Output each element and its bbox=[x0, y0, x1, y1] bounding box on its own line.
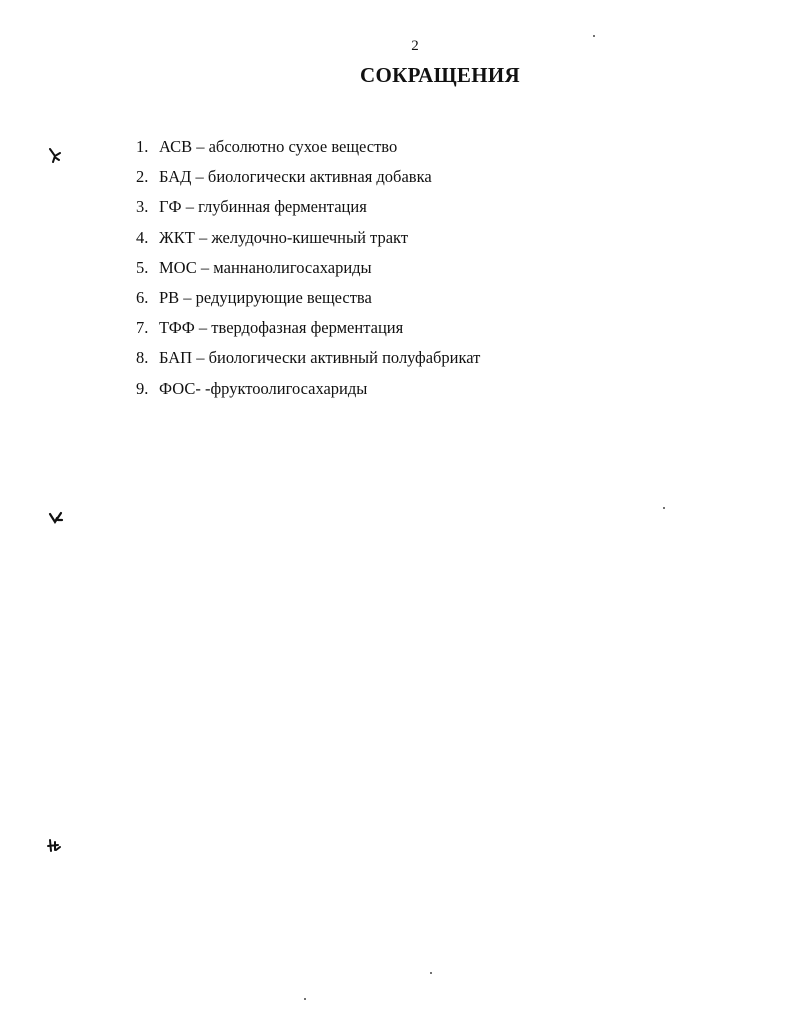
list-item bbox=[136, 343, 480, 373]
scan-speck bbox=[593, 35, 595, 37]
item-number: 2. bbox=[136, 167, 149, 187]
binding-mark bbox=[47, 147, 63, 163]
item-text: ГФ – глубинная ферментация bbox=[159, 197, 367, 217]
page-title: СОКРАЩЕНИЯ bbox=[360, 63, 520, 87]
list-item bbox=[136, 132, 480, 162]
binding-mark bbox=[48, 510, 64, 526]
list-item bbox=[136, 223, 480, 253]
binding-mark bbox=[46, 838, 62, 854]
list-item bbox=[136, 253, 480, 283]
list-item bbox=[136, 192, 480, 222]
item-number: 7. bbox=[136, 318, 149, 338]
item-number: 9. bbox=[136, 378, 149, 398]
abbreviation-list bbox=[136, 132, 480, 404]
item-number: 4. bbox=[136, 227, 149, 247]
item-number: 6. bbox=[136, 287, 149, 307]
list-item bbox=[136, 313, 480, 343]
item-text: БАП – биологически активный полуфабрикат bbox=[159, 348, 481, 368]
item-number: 1. bbox=[136, 137, 149, 156]
item-text: РВ – редуцирующие вещества bbox=[159, 287, 372, 307]
item-text: АСВ – абсолютно сухое вещество bbox=[159, 137, 398, 156]
item-number: 5. bbox=[136, 257, 149, 277]
scan-speck bbox=[663, 507, 665, 509]
page-number: 2 bbox=[411, 38, 419, 54]
item-text: БАД – биологически активная добавка bbox=[159, 167, 432, 187]
item-text: ЖКТ – желудочно-кишечный тракт bbox=[159, 227, 409, 247]
item-text: МОС – маннанолигосахариды bbox=[159, 257, 372, 277]
scan-speck bbox=[304, 998, 306, 1000]
item-text: ФОС- -фруктоолигосахариды bbox=[159, 378, 368, 398]
scan-speck bbox=[430, 972, 432, 974]
list-item bbox=[136, 374, 480, 404]
list-item bbox=[136, 162, 480, 192]
item-text: ТФФ – твердофазная ферментация bbox=[159, 318, 404, 338]
item-number: 3. bbox=[136, 197, 149, 217]
item-number: 8. bbox=[136, 348, 149, 368]
list-item bbox=[136, 283, 480, 313]
